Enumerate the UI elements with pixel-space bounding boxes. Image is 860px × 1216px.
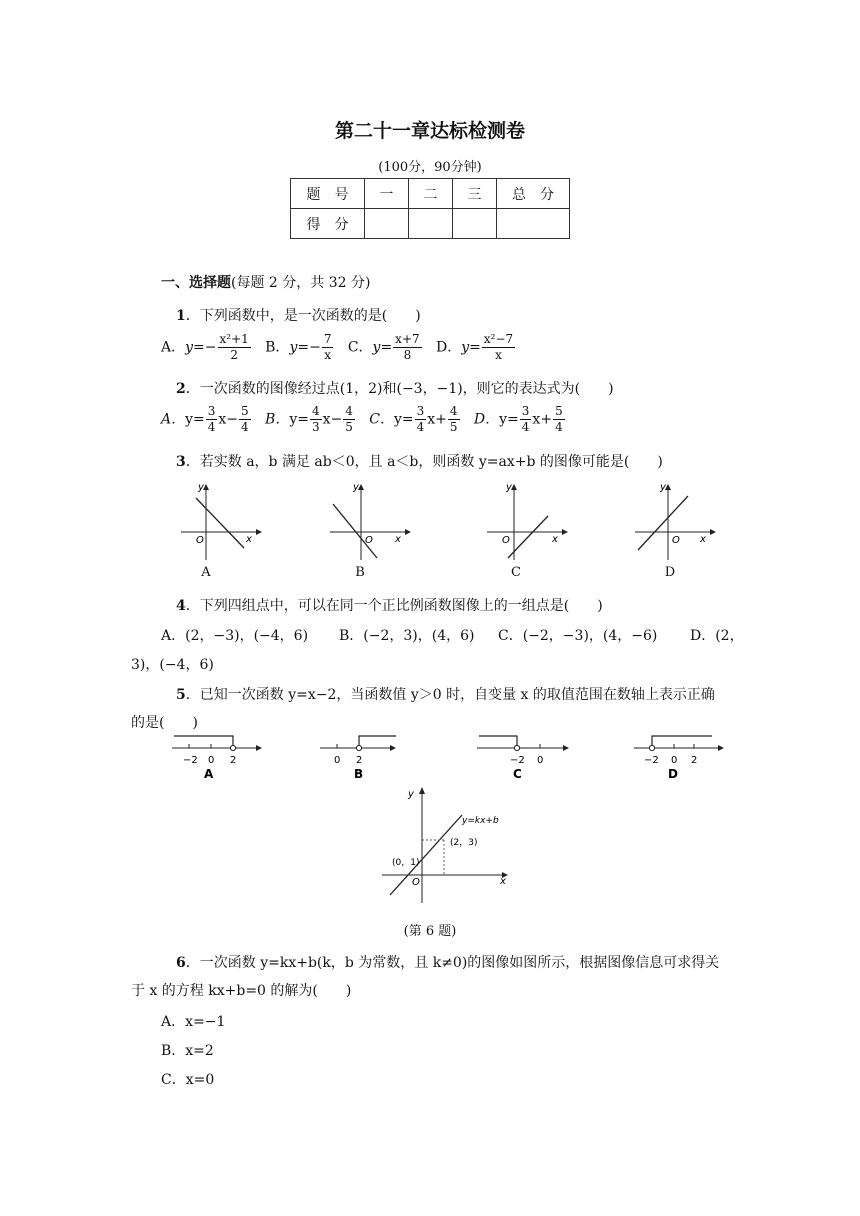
tick-label: 0 [208,755,215,766]
q4-option-b: B．(−2，3)，(4，6) [339,628,475,644]
q5-number-line-c [475,730,570,782]
numerator: 4 [345,404,353,418]
numerator: x²+1 [219,332,249,346]
question-text: ．下列四组点中，可以在同一个正比例函数图像上的一组点是( ) [185,598,603,614]
x-axis-arrow [562,529,568,535]
origin-label: O [672,535,680,546]
tick-label: 2 [356,755,363,766]
score-header-cell: 二 [409,179,453,209]
numerator: 5 [555,404,563,418]
range-bar [652,736,712,748]
fraction [206,404,218,435]
question-4-stem [176,595,603,615]
fraction [322,332,334,363]
number-line-arrow [256,745,262,751]
denominator: 8 [403,348,412,362]
score-table-header-row [291,179,570,209]
q6-graph [378,785,518,907]
question-text: ．已知一次函数 y=x−2，当函数值 y＞0 时，自变量 x 的取值范围在数轴上表示正确 [185,687,715,703]
y-axis-arrow [419,787,425,794]
score-header-cell: 题 号 [291,179,365,209]
q4-option-d-continued: 3)，(−4，6) [131,657,214,673]
option-label: D． [436,339,462,356]
option-expr: y= [289,411,309,428]
option-expr: x+ [427,411,447,428]
tick-label: 0 [537,755,544,766]
q5-number-line-a [170,730,265,782]
question-3-stem [176,451,663,471]
question-2-options [161,404,566,435]
y-label: y [353,482,359,493]
q3-caption-b: B [355,565,365,580]
open-point [356,745,361,750]
option-expr: y=− [185,339,217,356]
option-expr: y= [461,339,481,356]
caption: C [513,767,522,781]
option-label: C． [369,411,394,428]
question-2-stem [176,378,614,398]
x-label: x [395,534,401,545]
tick-label: 0 [671,755,678,766]
question-1-stem [176,305,421,325]
question-5-stem [176,684,715,704]
question-6-stem-continued: 于 x 的方程 kx+b=0 的解为( ) [131,983,352,999]
q4-option-d: D．(2， [690,628,744,644]
tick-label: 2 [691,755,698,766]
question-number: 5 [176,687,186,703]
y-label: y [660,482,666,493]
option-expr: y= [499,411,519,428]
number-line-arrow [390,745,396,751]
q3-graph-a [176,482,266,562]
numerator: 5 [241,404,249,418]
question-number: 1 [176,308,186,324]
numerator: 3 [521,404,530,418]
score-header-cell: 三 [453,179,497,209]
number-line-arrow [718,745,724,751]
numerator: x²−7 [483,332,514,346]
y-label: y [198,482,204,493]
function-line [390,815,462,895]
q5-number-line-d [632,730,727,782]
option-label: A． [161,339,186,356]
open-point [230,745,235,750]
fraction [448,404,460,435]
q3-caption-d: D [664,565,676,580]
tick-label: −2 [183,755,198,766]
fraction [553,404,565,435]
q3-graph-d [630,482,720,562]
q3-graph-b [325,482,415,562]
option-expr: y=− [289,339,321,356]
numerator: x+7 [395,332,420,346]
denominator: 4 [241,420,249,434]
score-header-cell: 一 [365,179,409,209]
open-point [649,745,654,750]
question-number: 3 [176,454,186,470]
q3-graph-c [482,482,572,562]
section-heading [161,272,370,292]
option-label: A． [161,411,186,428]
tick-label: −2 [510,755,525,766]
denominator: x [495,348,502,362]
q4-option-c: C．(−2，−3)，(4，−6) [498,628,658,644]
range-bar [479,736,517,748]
denominator: 4 [521,420,530,434]
numerator: 4 [311,404,320,418]
function-line [638,496,688,550]
page-subtitle: (100分，90分钟) [378,160,482,175]
fraction [393,332,421,363]
q6-option-a: A．x=−1 [161,1014,226,1030]
option-expr: y= [393,411,414,428]
denominator: 5 [449,420,458,434]
fraction [482,332,515,363]
x-label: x [246,534,252,545]
denominator: 4 [416,420,425,434]
q3-caption-c: C [511,565,521,580]
numerator: 4 [449,404,458,418]
score-cell[interactable] [365,209,409,239]
option-label: D． [473,411,500,428]
denominator: 3 [311,420,320,434]
section-title: 一、选择题 [161,275,231,291]
fraction [343,404,355,435]
denominator: 2 [230,348,238,362]
fraction [310,404,322,435]
option-expr: x− [322,411,343,428]
page-title: 第二十一章达标检测卷 [334,120,525,142]
x-label: x [700,534,706,545]
numerator: 3 [416,404,425,418]
point-label-0-1: (0，1) [392,858,420,868]
q6-figure-caption: (第 6 题) [403,924,457,939]
fraction [218,332,251,363]
question-5-stem-continued: 的是( ) [131,715,198,731]
number-line-arrow [563,745,569,751]
origin-label: O [196,535,204,546]
q3-caption-a: A [201,565,211,580]
origin-label: O [502,535,510,546]
option-label: B． [265,411,290,428]
tick-label: 2 [230,755,237,766]
question-text: ．一次函数 y=kx+b(k，b 为常数，且 k≠0)的图像如图所示，根据图像信息可求得关 [185,955,720,971]
question-6-stem [176,952,719,972]
tick-label: −2 [644,755,659,766]
question-number: 4 [176,598,186,614]
option-expr: y= [185,411,205,428]
denominator: 4 [555,420,563,434]
score-header-cell: 总 分 [497,179,570,209]
fraction [520,404,532,435]
question-number: 6 [176,955,186,971]
denominator: 4 [207,420,216,434]
score-table [290,178,570,239]
open-point [514,745,519,750]
option-label: B． [265,339,290,356]
x-label: x [500,876,506,887]
question-text: ．下列函数中，是一次函数的是( ) [185,308,421,324]
question-1-options [161,332,516,363]
option-expr: y= [372,339,393,356]
tick-label: 0 [334,755,341,766]
option-expr: x+ [532,411,553,428]
y-label: y [408,789,414,800]
x-label: x [552,534,558,545]
question-text: ．一次函数的图像经过点(1，2)和(−3，−1)，则它的表达式为( ) [185,381,614,397]
score-row-label: 得 分 [291,209,365,239]
range-bar [174,736,233,748]
q6-option-b: B．x=2 [161,1043,214,1059]
origin-label: O [412,877,420,888]
x-axis-arrow [405,529,411,535]
y-label: y [506,482,512,493]
denominator: x [324,348,332,362]
point-label-2-3: (2，3) [450,838,478,848]
score-cell[interactable] [409,209,453,239]
numerator: 7 [323,332,332,346]
section-note: (每题 2 分，共 32 分) [231,275,371,291]
score-cell[interactable] [497,209,570,239]
caption: D [668,767,678,781]
q5-number-line-b [318,730,413,782]
numerator: 3 [207,404,216,418]
q4-option-a: A．(2，−3)，(−4，6) [161,628,309,644]
score-cell[interactable] [453,209,497,239]
line-label: y=kx+b [462,816,499,826]
question-number: 2 [176,381,186,397]
question-text: ．若实数 a，b 满足 ab＜0，且 a＜b，则函数 y=ax+b 的图像可能是( ) [185,454,663,470]
fraction [415,404,427,435]
option-expr: x− [218,411,239,428]
fraction [239,404,251,435]
x-axis-arrow [256,529,262,535]
q6-option-c: C．x=0 [161,1072,215,1088]
score-table-score-row [291,209,570,239]
origin-label: O [365,535,373,546]
caption: A [204,767,214,781]
caption: B [354,767,364,781]
denominator: 5 [345,420,353,434]
function-line [333,504,377,558]
x-axis-arrow [710,529,716,535]
option-label: C． [347,339,373,356]
